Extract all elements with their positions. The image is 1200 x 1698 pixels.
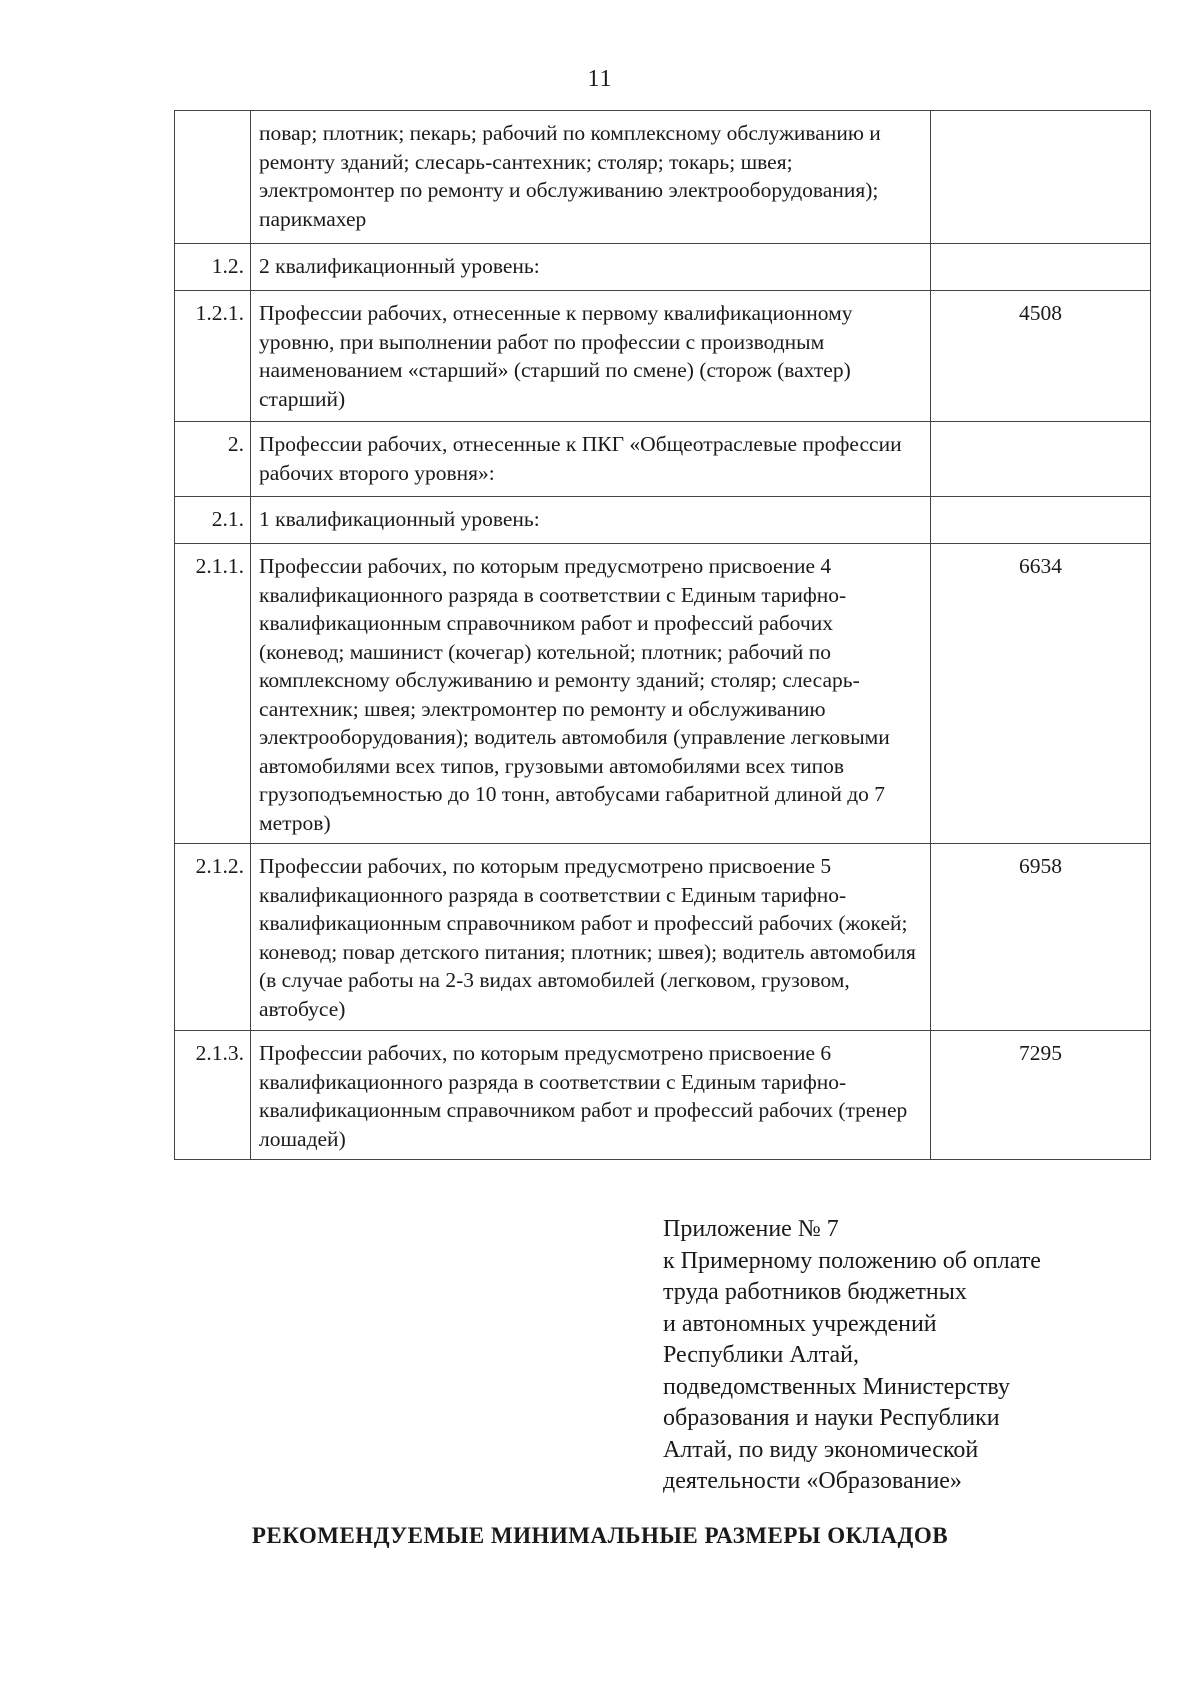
row-salary-value: 6634 bbox=[931, 544, 1151, 844]
table-row bbox=[175, 291, 1151, 422]
row-number bbox=[175, 111, 251, 244]
table-row bbox=[175, 422, 1151, 497]
row-description: Профессии рабочих, отнесенные к первому квалификационному уровню, при выполнении работ по профессии с производным наименованием «старший» (старший по смене) (сторож (вахтер) старший) bbox=[251, 291, 931, 422]
row-salary-value: 6958 bbox=[931, 844, 1151, 1031]
appendix-line: к Примерному положению об оплате bbox=[663, 1247, 1041, 1274]
row-description: 2 квалификационный уровень: bbox=[251, 244, 931, 291]
row-number: 2.1. bbox=[175, 497, 251, 544]
appendix-line: подведомственных Министерству bbox=[663, 1373, 1010, 1400]
appendix-line: деятельности «Образование» bbox=[663, 1468, 962, 1494]
row-description: Профессии рабочих, по которым предусмотрено присвоение 6 квалификационного разряда в соответствии с Единым тарифно-квалификационным справочником работ и профессий рабочих (тренер лошадей) bbox=[251, 1031, 931, 1160]
page-number: 11 bbox=[587, 66, 613, 92]
appendix-line: труда работников бюджетных bbox=[663, 1279, 967, 1305]
appendix-line: Республики Алтай, bbox=[663, 1342, 859, 1368]
salary-table bbox=[174, 110, 1151, 1160]
row-description: Профессии рабочих, по которым предусмотрено присвоение 4 квалификационного разряда в соответствии с Единым тарифно-квалификационным справочником работ и профессий рабочих (коневод; машинист (кочегар) котельной; плотник; рабочий по комплексному обслуживанию и ремонту зданий; столяр; слесарь-сантехник; швея; электромонтер по ремонту и обслуживанию электрооборудования); водитель автомобиля (управление легковыми автомобилями всех типов, грузовыми автомобилями всех типов грузоподъемностью до 10 тонн, автобусами габаритной длиной до 7 метров) bbox=[251, 544, 931, 844]
row-number: 1.2.1. bbox=[175, 291, 251, 422]
appendix-line: образования и науки Республики bbox=[663, 1405, 1000, 1431]
row-description: Профессии рабочих, отнесенные к ПКГ «Общеотраслевые профессии рабочих второго уровня»: bbox=[251, 422, 931, 497]
table-row bbox=[175, 497, 1151, 544]
table-row bbox=[175, 111, 1151, 244]
row-number: 1.2. bbox=[175, 244, 251, 291]
row-salary-value bbox=[931, 244, 1151, 291]
appendix-line: и автономных учреждений bbox=[663, 1310, 937, 1337]
row-number: 2.1.3. bbox=[175, 1031, 251, 1160]
table-row bbox=[175, 544, 1151, 844]
row-description: 1 квалификационный уровень: bbox=[251, 497, 931, 544]
row-salary-value: 7295 bbox=[931, 1031, 1151, 1160]
section-title: РЕКОМЕНДУЕМЫЕ МИНИМАЛЬНЫЕ РАЗМЕРЫ ОКЛАДОВ bbox=[251, 1523, 949, 1548]
row-salary-value bbox=[931, 111, 1151, 244]
appendix-heading bbox=[663, 1214, 1123, 1498]
row-description: повар; плотник; пекарь; рабочий по комплексному обслуживанию и ремонту зданий; слесарь-сантехник; столяр; токарь; швея; электромонтер по ремонту и обслуживанию электрооборудования); парикмахер bbox=[251, 111, 931, 244]
row-salary-value bbox=[931, 497, 1151, 544]
row-description: Профессии рабочих, по которым предусмотрено присвоение 5 квалификационного разряда в соответствии с Единым тарифно-квалификационным справочником работ и профессий рабочих (жокей; коневод; повар детского питания; плотник; швея); водитель автомобиля (в случае работы на 2-3 видах автомобилей (легковом, грузовом, автобусе) bbox=[251, 844, 931, 1031]
row-number: 2.1.2. bbox=[175, 844, 251, 1031]
table-row bbox=[175, 244, 1151, 291]
row-number: 2. bbox=[175, 422, 251, 497]
table-row bbox=[175, 1031, 1151, 1160]
row-number: 2.1.1. bbox=[175, 544, 251, 844]
row-salary-value bbox=[931, 422, 1151, 497]
table-row bbox=[175, 844, 1151, 1031]
row-salary-value: 4508 bbox=[931, 291, 1151, 422]
appendix-line: Алтай, по виду экономической bbox=[663, 1436, 979, 1463]
appendix-line: Приложение № 7 bbox=[663, 1216, 839, 1242]
